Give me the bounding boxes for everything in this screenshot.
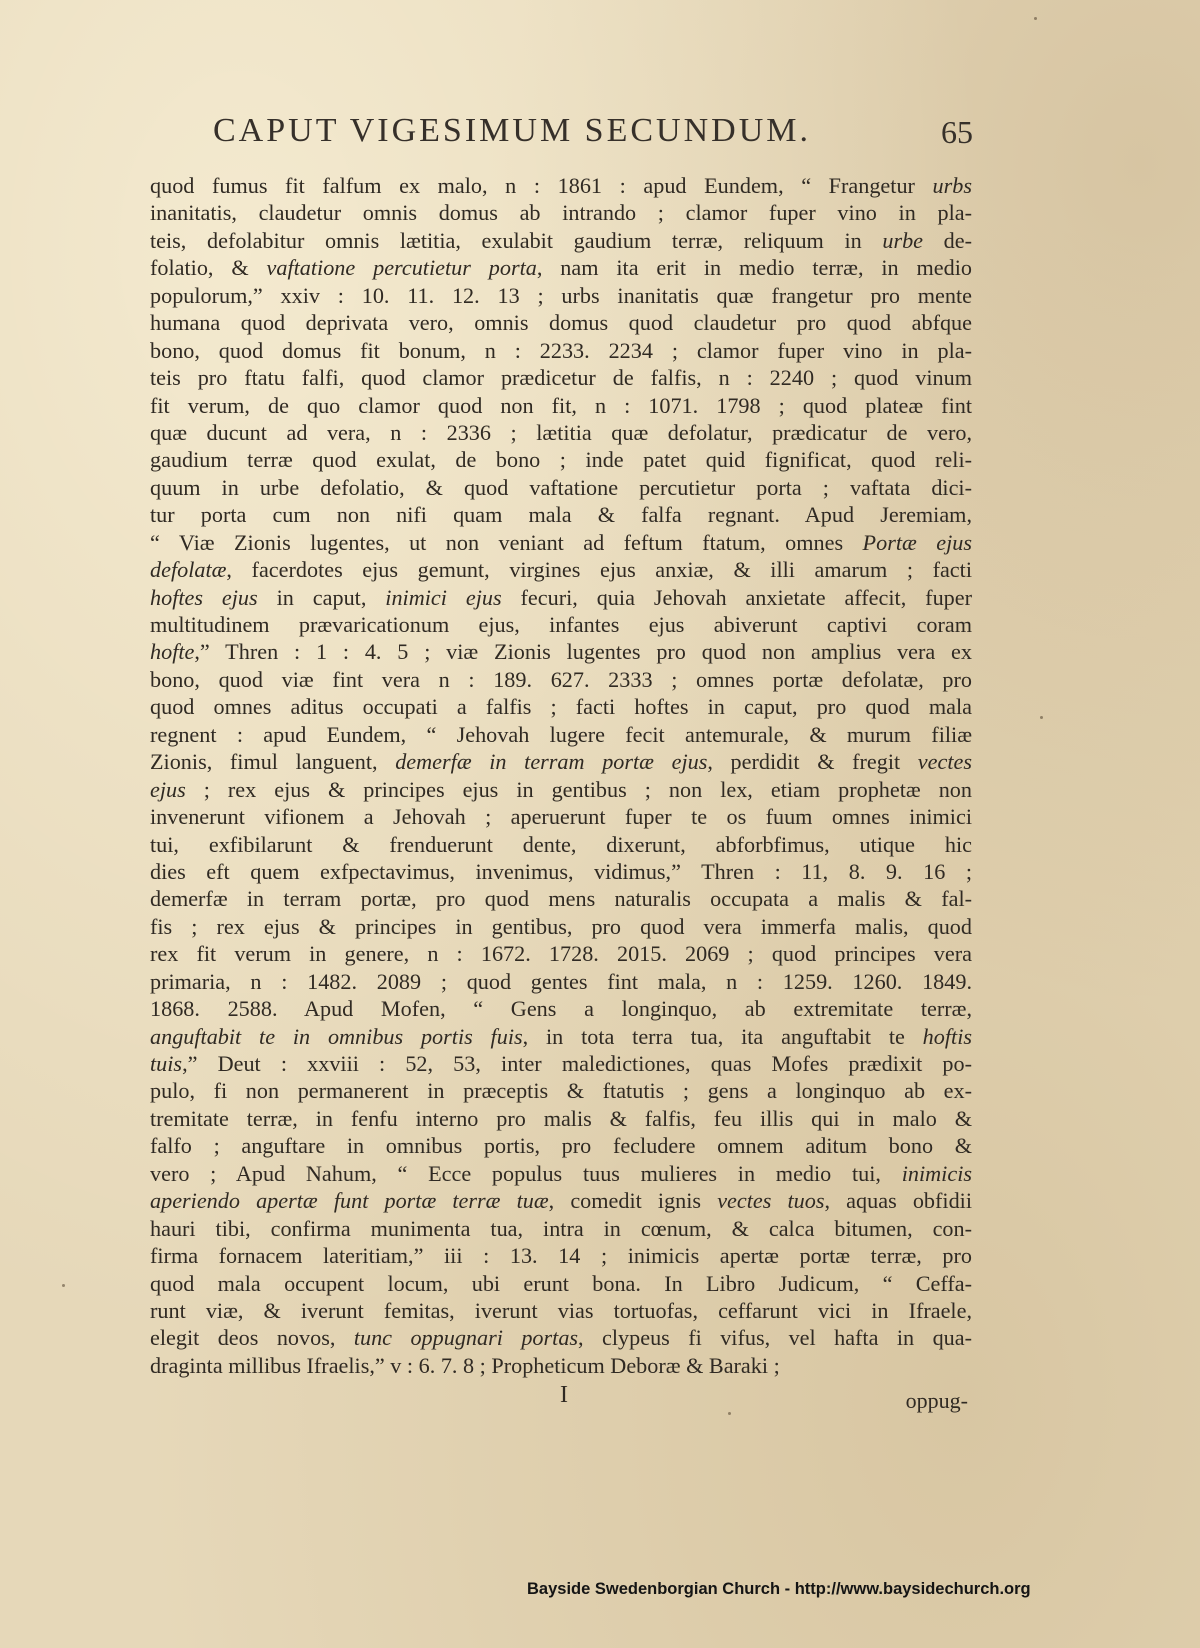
text-line: humana quod deprivata vero, omnis domus quod claudetur pro quod abfque	[150, 310, 972, 336]
paper-speck	[728, 1412, 731, 1415]
text-line: teis pro ftatu falfi, quod clamor prædicetur de falfis, n : 2240 ; quod vinum	[150, 365, 972, 391]
text-line: “ Viæ Zionis lugentes, ut non veniant ad feftum ftatum, omnes Portæ ejus	[150, 529, 972, 555]
body-text	[150, 172, 972, 1422]
text-line: inanitatis, claudetur omnis domus ab intrando ; clamor fuper vino in pla-	[150, 200, 972, 226]
text-line: invenerunt vifionem a Jehovah ; aperuerunt fuper te os fuum omnes inimici	[150, 804, 972, 830]
text-line: populorum,” xxiv : 10. 11. 12. 13 ; urbs inanitatis quæ frangetur pro mente	[150, 282, 972, 308]
page-header	[213, 112, 973, 162]
paper-speck	[62, 1284, 65, 1287]
text-line: quod mala occupent locum, ubi erunt bona. In Libro Judicum, “ Ceffa-	[150, 1270, 972, 1296]
text-line: quod omnes aditus occupati a falfis ; facti hoftes in caput, pro quod mala	[150, 694, 972, 720]
running-title: CAPUT VIGESIMUM SECUNDUM.	[213, 112, 811, 149]
text-line: Zionis, fimul languent, demerfæ in terram portæ ejus, perdidit & fregit vectes	[150, 749, 972, 775]
text-line: tuis,” Deut : xxviii : 52, 53, inter maledictiones, quas Mofes prædixit po-	[150, 1051, 972, 1076]
text-line: falfo ; anguftare in omnibus portis, pro fecludere omnem aditum bono &	[150, 1133, 972, 1159]
text-line: hoftes ejus in caput, inimici ejus fecuri, quia Jehovah anxietate affecit, fuper	[150, 584, 972, 610]
text-line: fit verum, de quo clamor quod non fit, n : 1071. 1798 ; quod plateæ fint	[150, 392, 972, 418]
text-line: hofte,” Thren : 1 : 4. 5 ; viæ Zionis lugentes pro quod non amplius vera ex	[150, 639, 972, 665]
text-line: hauri tibi, confirma munimenta tua, intra in cœnum, & calca bitumen, con-	[150, 1215, 972, 1241]
text-line: tremitate terræ, in fenfu interno pro malis & falfis, feu illis qui in malo &	[150, 1105, 972, 1131]
text-line: aperiendo apertæ funt portæ terræ tuæ, comedit ignis vectes tuos, aquas obfidii	[150, 1188, 972, 1214]
text-line: quæ ducunt ad vera, n : 2336 ; lætitia quæ defolatur, prædicatur de vero,	[150, 419, 972, 445]
text-line: defolatæ, facerdotes ejus gemunt, virgines ejus anxiæ, & illi amarum ; facti	[150, 557, 972, 583]
paper-speck	[1040, 716, 1043, 719]
text-line: runt viæ, & iverunt femitas, iverunt vias tortuofas, ceffarunt vici in Ifraele,	[150, 1297, 972, 1323]
signature-mark: I	[560, 1382, 568, 1408]
text-line: rex fit verum in genere, n : 1672. 1728. 2015. 2069 ; quod principes vera	[150, 941, 972, 967]
text-line: tui, exfibilarunt & frenduerunt dente, dixerunt, abforbfimus, utique hic	[150, 831, 972, 857]
text-line: fis ; rex ejus & principes in gentibus, pro quod vera immerfa malis, quod	[150, 913, 972, 939]
text-line: pulo, fi non permanerent in præceptis & ftatutis ; gens a longinquo ab ex-	[150, 1078, 972, 1104]
text-line: quod fumus fit falfum ex malo, n : 1861 : apud Eundem, “ Frangetur urbs	[150, 173, 972, 198]
paper-speck	[1034, 17, 1037, 20]
text-line: draginta millibus Ifraelis,” v : 6. 7. 8 ; Propheticum Deboræ & Baraki ;	[150, 1352, 780, 1378]
text-line: regnent : apud Eundem, “ Jehovah lugere fecit antemurale, & murum filiæ	[150, 721, 972, 747]
text-line: vero ; Apud Nahum, “ Ecce populus tuus mulieres in medio tui, inimicis	[150, 1160, 972, 1186]
text-line: teis, defolabitur omnis lætitia, exulabit gaudium terræ, reliquum in urbe de-	[150, 227, 972, 253]
text-line: ejus ; rex ejus & principes ejus in gentibus ; non lex, etiam prophetæ non	[150, 776, 972, 802]
text-line: quum in urbe defolatio, & quod vaftatione percutietur porta ; vaftata dici-	[150, 474, 972, 500]
text-line: dies eft quem exfpectavimus, invenimus, vidimus,” Thren : 11, 8. 9. 16 ;	[150, 858, 972, 884]
catchword: oppug-	[905, 1388, 968, 1413]
text-line: bono, quod domus fit bonum, n : 2233. 2234 ; clamor fuper vino in pla-	[150, 337, 972, 363]
text-line: tur porta cum non nifi quam mala & falfa regnant. Apud Jeremiam,	[150, 502, 972, 528]
footer-credit: Bayside Swedenborgian Church - http://www.baysidechurch.org	[527, 1580, 1031, 1598]
text-line: multitudinem prævaricationum ejus, infantes ejus abiverunt captivi coram	[150, 612, 972, 637]
text-line: bono, quod viæ fint vera n : 189. 627. 2333 ; omnes portæ defolatæ, pro	[150, 666, 972, 692]
text-line: firma fornacem lateritiam,” iii : 13. 14 ; inimicis apertæ portæ terræ, pro	[150, 1243, 972, 1269]
text-line: folatio, & vaftatione percutietur porta, nam ita erit in medio terræ, in medio	[150, 255, 972, 281]
text-line: gaudium terræ quod exulat, de bono ; inde patet quid fignificat, quod reli-	[150, 447, 972, 473]
text-line: 1868. 2588. Apud Mofen, “ Gens a longinquo, ab extremitate terræ,	[150, 996, 972, 1022]
page-number: 65	[941, 114, 973, 150]
text-line: demerfæ in terram portæ, pro quod mens naturalis occupata a malis & fal-	[150, 886, 972, 912]
text-line: anguftabit te in omnibus portis fuis, in tota terra tua, ita anguftabit te hoftis	[150, 1023, 972, 1049]
text-line: primaria, n : 1482. 2089 ; quod gentes fint mala, n : 1259. 1260. 1849.	[150, 968, 972, 994]
text-line: elegit deos novos, tunc oppugnari portas, clypeus fi vifus, vel hafta in qua-	[150, 1325, 972, 1351]
